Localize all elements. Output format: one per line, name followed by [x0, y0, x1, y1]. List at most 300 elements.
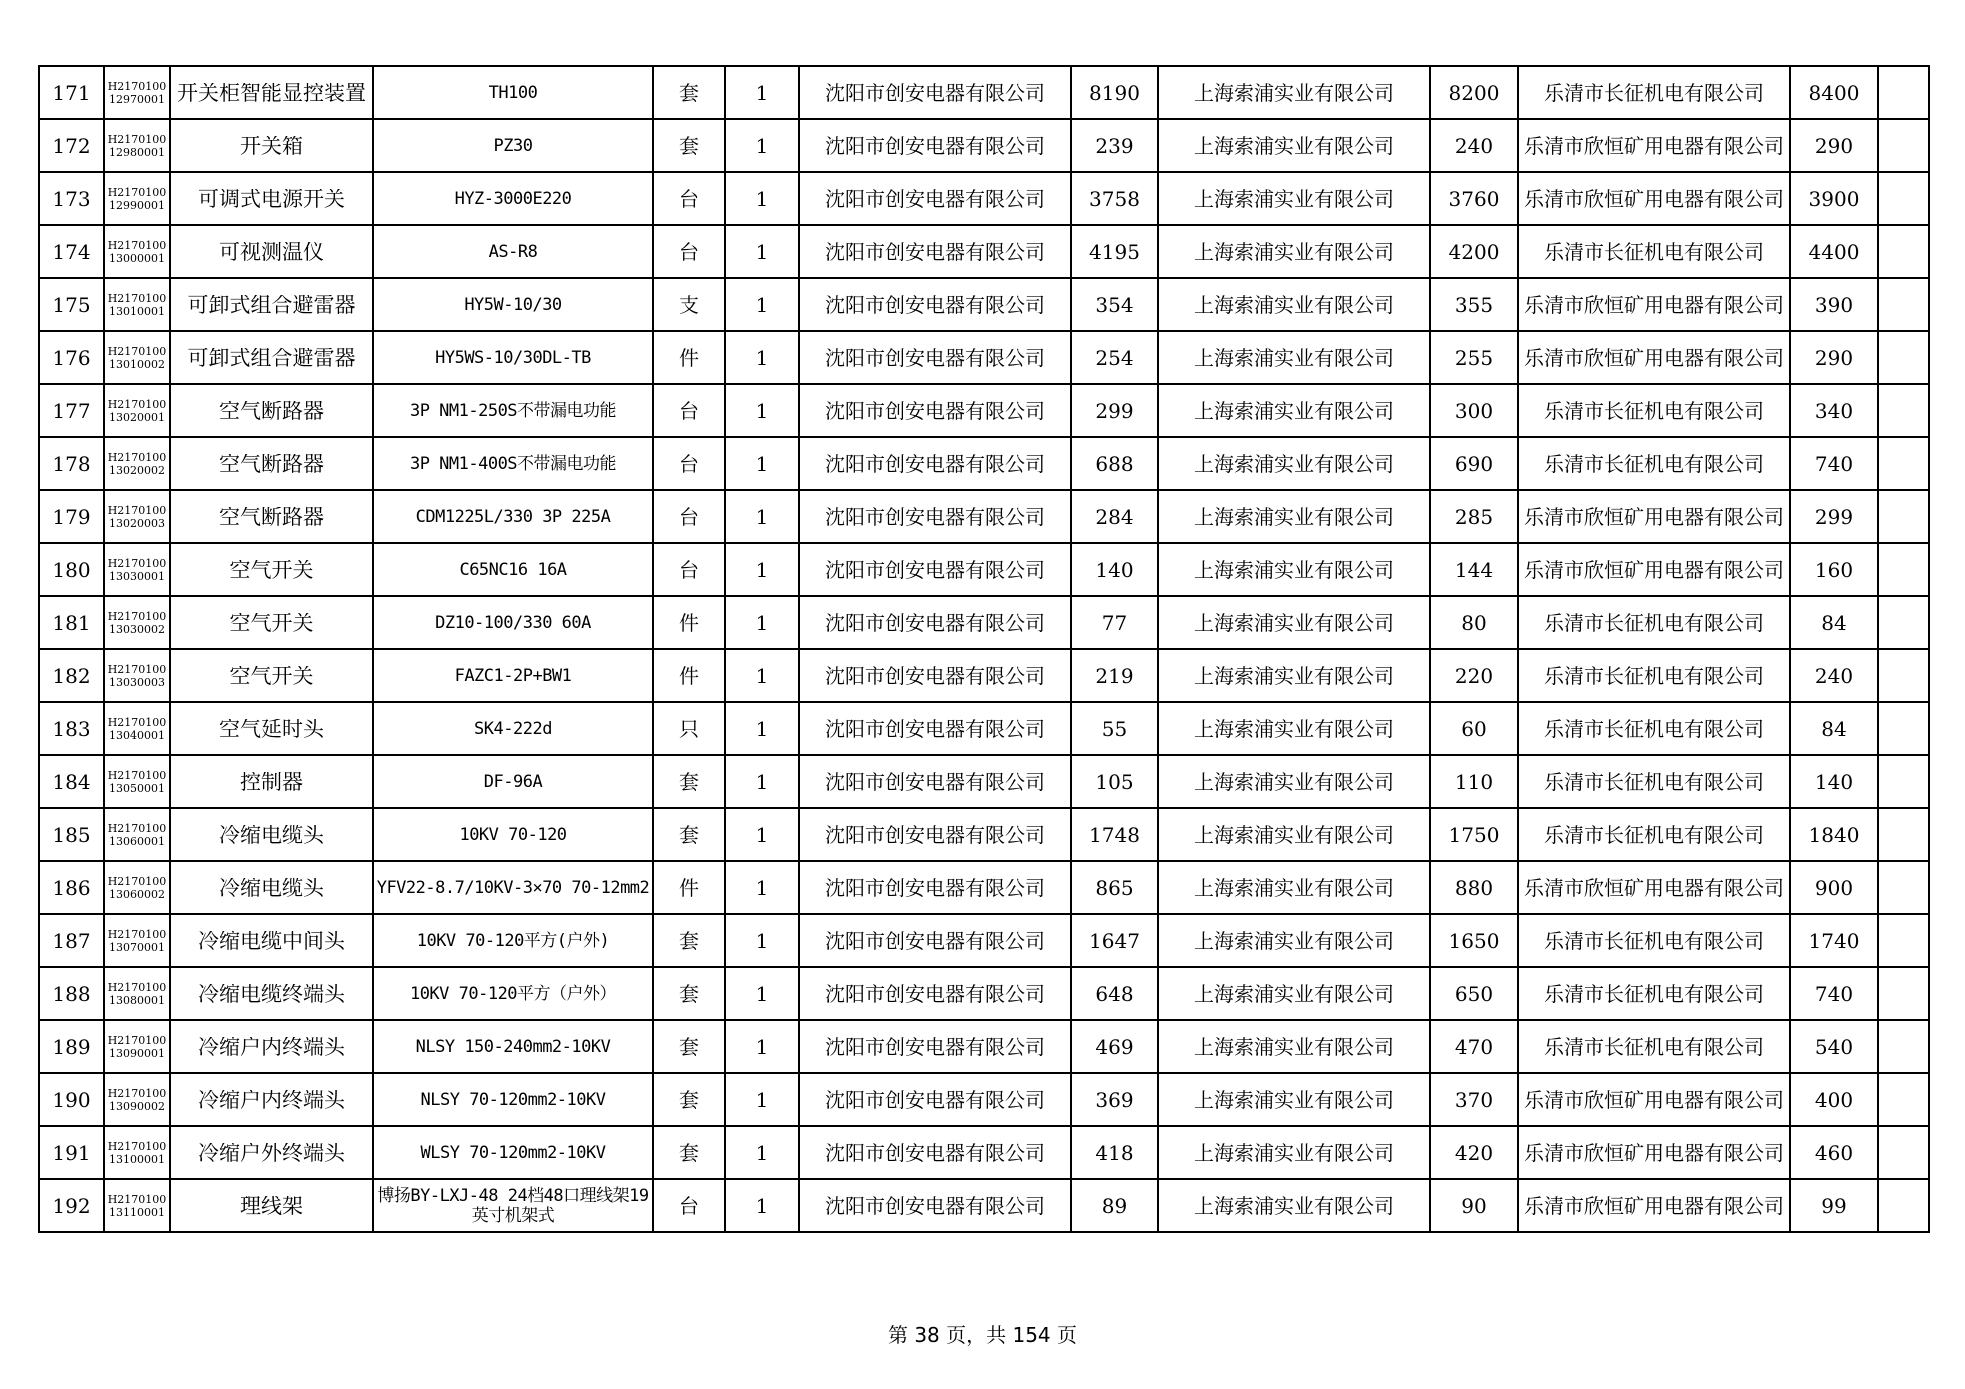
row-number: 191: [52, 1140, 91, 1165]
supplier-2: 上海索浦实业有限公司: [1194, 292, 1394, 317]
quantity: 1: [755, 557, 769, 582]
footer-suffix: 页: [1050, 1323, 1078, 1347]
row-number-cell: [39, 384, 104, 437]
quantity-cell: [725, 1179, 799, 1232]
unit-cell: [653, 967, 725, 1020]
supplier-2: 上海索浦实业有限公司: [1194, 716, 1394, 741]
item-spec-cell: [373, 861, 653, 914]
unit-cell: [653, 119, 725, 172]
supplier-2: 上海索浦实业有限公司: [1194, 610, 1394, 635]
price-2: 90: [1461, 1193, 1487, 1218]
price-3-cell: [1790, 1126, 1878, 1179]
remark-cell: [1878, 1179, 1929, 1232]
item-name-cell: [170, 331, 373, 384]
row-number-cell: [39, 1020, 104, 1073]
supplier-3: 乐清市欣恒矿用电器有限公司: [1524, 506, 1784, 527]
remark-cell: [1878, 490, 1929, 543]
unit-cell: [653, 437, 725, 490]
supplier-3: 乐清市欣恒矿用电器有限公司: [1524, 188, 1784, 209]
price-3-cell: [1790, 278, 1878, 331]
unit: 件: [679, 610, 699, 635]
supplier-2-cell: [1158, 967, 1430, 1020]
supplier-1: 沈阳市创安电器有限公司: [825, 239, 1045, 264]
footer-middle: 页，共: [939, 1323, 1013, 1347]
item-spec: WLSY 70-120mm2-10KV: [420, 1142, 606, 1163]
unit: 套: [679, 769, 699, 794]
remark-cell: [1878, 119, 1929, 172]
price-1: 89: [1101, 1193, 1128, 1218]
item-name: 可卸式组合避雷器: [187, 294, 356, 315]
unit-cell: [653, 596, 725, 649]
unit-cell: [653, 490, 725, 543]
supplier-3: 乐清市欣恒矿用电器有限公司: [1524, 1089, 1784, 1110]
unit: 台: [679, 504, 699, 529]
item-name-cell: [170, 172, 373, 225]
table-row: [39, 702, 1929, 755]
remark-cell: [1878, 384, 1929, 437]
price-1-cell: [1071, 437, 1158, 490]
material-code: H217010013040001: [107, 715, 167, 742]
supplier-2-cell: [1158, 808, 1430, 861]
supplier-3: 乐清市长征机电有限公司: [1544, 718, 1764, 739]
row-number-cell: [39, 861, 104, 914]
supplier-3-cell: [1518, 914, 1790, 967]
item-name-cell: [170, 596, 373, 649]
table-body: [39, 66, 1929, 1232]
supplier-2: 上海索浦实业有限公司: [1194, 769, 1394, 794]
supplier-3-cell: [1518, 437, 1790, 490]
supplier-1: 沈阳市创安电器有限公司: [825, 504, 1045, 529]
supplier-2-cell: [1158, 1126, 1430, 1179]
row-number: 189: [52, 1034, 91, 1059]
quantity: 1: [755, 345, 769, 370]
unit-cell: [653, 914, 725, 967]
table-row: [39, 119, 1929, 172]
price-2-cell: [1430, 808, 1518, 861]
price-2: 420: [1454, 1140, 1494, 1165]
row-number: 177: [52, 398, 91, 423]
row-number: 183: [52, 716, 91, 741]
item-spec-cell: [373, 755, 653, 808]
item-spec-cell: [373, 1179, 653, 1232]
unit-cell: [653, 543, 725, 596]
item-spec-cell: [373, 596, 653, 649]
item-name: 冷缩户内终端头: [198, 1089, 345, 1110]
row-number: 176: [52, 345, 91, 370]
material-code-cell: [104, 437, 170, 490]
material-code-cell: [104, 1020, 170, 1073]
quantity-cell: [725, 490, 799, 543]
price-3-cell: [1790, 861, 1878, 914]
row-number-cell: [39, 437, 104, 490]
item-spec-cell: [373, 1073, 653, 1126]
supplier-2-cell: [1158, 119, 1430, 172]
price-2: 650: [1454, 981, 1494, 1006]
material-code-cell: [104, 225, 170, 278]
item-name-cell: [170, 119, 373, 172]
item-spec-cell: [373, 278, 653, 331]
remark-cell: [1878, 331, 1929, 384]
unit-cell: [653, 649, 725, 702]
price-1: 1647: [1089, 928, 1140, 953]
item-spec: CDM1225L/330 3P 225A: [415, 506, 611, 527]
price-1-cell: [1071, 225, 1158, 278]
footer-prefix: 第: [887, 1323, 915, 1347]
supplier-1-cell: [799, 1020, 1071, 1073]
row-number: 174: [52, 239, 91, 264]
supplier-3-cell: [1518, 596, 1790, 649]
item-spec: SK4-222d: [474, 718, 552, 739]
price-1-cell: [1071, 172, 1158, 225]
item-spec-cell: [373, 119, 653, 172]
price-3-cell: [1790, 1073, 1878, 1126]
price-2-cell: [1430, 278, 1518, 331]
supplier-1: 沈阳市创安电器有限公司: [825, 80, 1045, 105]
supplier-2-cell: [1158, 914, 1430, 967]
row-number-cell: [39, 278, 104, 331]
supplier-1: 沈阳市创安电器有限公司: [825, 345, 1045, 370]
supplier-2: 上海索浦实业有限公司: [1194, 451, 1394, 476]
quantity-cell: [725, 967, 799, 1020]
item-spec-cell: [373, 1126, 653, 1179]
unit: 件: [679, 663, 699, 688]
item-name-cell: [170, 543, 373, 596]
item-spec: 3P NM1-400S不带漏电功能: [409, 453, 617, 474]
price-1-cell: [1071, 967, 1158, 1020]
price-1: 299: [1095, 398, 1134, 423]
table-row: [39, 967, 1929, 1020]
supplier-1: 沈阳市创安电器有限公司: [825, 822, 1045, 847]
price-1: 55: [1101, 716, 1128, 741]
price-2: 1650: [1448, 928, 1500, 953]
supplier-1: 沈阳市创安电器有限公司: [825, 451, 1045, 476]
unit: 件: [679, 345, 699, 370]
price-2: 144: [1454, 557, 1494, 582]
table-row: [39, 384, 1929, 437]
item-name-cell: [170, 1179, 373, 1232]
unit: 台: [679, 398, 699, 423]
supplier-2: 上海索浦实业有限公司: [1194, 875, 1394, 900]
remark-cell: [1878, 861, 1929, 914]
unit: 台: [679, 451, 699, 476]
supplier-1: 沈阳市创安电器有限公司: [825, 875, 1045, 900]
material-code-cell: [104, 808, 170, 861]
supplier-3-cell: [1518, 543, 1790, 596]
price-3-cell: [1790, 225, 1878, 278]
unit-cell: [653, 384, 725, 437]
supplier-3-cell: [1518, 119, 1790, 172]
supplier-2: 上海索浦实业有限公司: [1194, 398, 1394, 423]
supplier-2: 上海索浦实业有限公司: [1194, 1140, 1394, 1165]
remark-cell: [1878, 437, 1929, 490]
item-name: 开关柜智能显控装置: [177, 82, 366, 103]
price-2: 690: [1454, 451, 1494, 476]
supplier-2-cell: [1158, 384, 1430, 437]
supplier-2-cell: [1158, 66, 1430, 119]
supplier-2-cell: [1158, 1073, 1430, 1126]
price-2-cell: [1430, 702, 1518, 755]
row-number: 186: [52, 875, 91, 900]
price-2: 355: [1454, 292, 1494, 317]
unit-cell: [653, 172, 725, 225]
remark-cell: [1878, 702, 1929, 755]
price-1: 77: [1101, 610, 1128, 635]
row-number-cell: [39, 490, 104, 543]
material-code-cell: [104, 331, 170, 384]
supplier-1: 沈阳市创安电器有限公司: [825, 981, 1045, 1006]
price-3: 390: [1814, 292, 1854, 317]
unit-cell: [653, 1126, 725, 1179]
table-row: [39, 596, 1929, 649]
supplier-3: 乐清市欣恒矿用电器有限公司: [1524, 1142, 1784, 1163]
item-name-cell: [170, 755, 373, 808]
remark-cell: [1878, 755, 1929, 808]
item-name-cell: [170, 649, 373, 702]
row-number-cell: [39, 119, 104, 172]
quantity-cell: [725, 1073, 799, 1126]
quantity-cell: [725, 861, 799, 914]
price-2: 285: [1454, 504, 1494, 529]
quantity: 1: [755, 1034, 769, 1059]
supplier-1-cell: [799, 1179, 1071, 1232]
supplier-1-cell: [799, 702, 1071, 755]
supplier-3-cell: [1518, 755, 1790, 808]
supplier-2-cell: [1158, 543, 1430, 596]
material-code: H217010012980001: [107, 132, 167, 159]
price-3: 140: [1814, 769, 1854, 794]
quantity: 1: [755, 822, 769, 847]
row-number-cell: [39, 225, 104, 278]
unit-cell: [653, 1179, 725, 1232]
row-number: 171: [52, 80, 91, 105]
price-3: 740: [1814, 981, 1854, 1006]
row-number: 190: [52, 1087, 91, 1112]
price-1: 369: [1095, 1087, 1134, 1112]
price-3-cell: [1790, 331, 1878, 384]
material-code: H217010013020001: [107, 397, 167, 424]
supplier-3: 乐清市长征机电有限公司: [1544, 241, 1764, 262]
unit-cell: [653, 808, 725, 861]
price-3: 290: [1814, 345, 1854, 370]
remark-cell: [1878, 543, 1929, 596]
item-spec-cell: [373, 702, 653, 755]
price-3-cell: [1790, 490, 1878, 543]
quantity-cell: [725, 66, 799, 119]
item-spec: 3P NM1-250S不带漏电功能: [409, 400, 617, 421]
supplier-3-cell: [1518, 808, 1790, 861]
quantity-cell: [725, 1126, 799, 1179]
item-spec-cell: [373, 172, 653, 225]
supplier-2-cell: [1158, 861, 1430, 914]
price-1-cell: [1071, 331, 1158, 384]
item-spec-cell: [373, 384, 653, 437]
supplier-3-cell: [1518, 172, 1790, 225]
price-2: 880: [1454, 875, 1494, 900]
price-1: 239: [1095, 133, 1134, 158]
price-2: 370: [1454, 1087, 1494, 1112]
item-name-cell: [170, 702, 373, 755]
price-3: 1840: [1808, 822, 1860, 847]
supplier-1-cell: [799, 278, 1071, 331]
row-number: 180: [52, 557, 91, 582]
supplier-1: 沈阳市创安电器有限公司: [825, 557, 1045, 582]
price-2-cell: [1430, 596, 1518, 649]
table-row: [39, 649, 1929, 702]
supplier-1-cell: [799, 596, 1071, 649]
supplier-2: 上海索浦实业有限公司: [1194, 133, 1394, 158]
quantity: 1: [755, 716, 769, 741]
row-number: 179: [52, 504, 91, 529]
table-row: [39, 543, 1929, 596]
row-number: 172: [52, 133, 91, 158]
price-3: 240: [1814, 663, 1854, 688]
material-code: H217010013090001: [107, 1033, 167, 1060]
item-spec: 博扬BY-LXJ-48 24档48口理线架19英寸机架式: [377, 1185, 649, 1226]
item-name-cell: [170, 490, 373, 543]
item-spec-cell: [373, 331, 653, 384]
supplier-3: 乐清市长征机电有限公司: [1544, 453, 1764, 474]
material-code-cell: [104, 66, 170, 119]
quotation-table: [38, 65, 1930, 1233]
quantity: 1: [755, 186, 769, 211]
item-spec: DZ10-100/330 60A: [435, 612, 591, 633]
unit-cell: [653, 1073, 725, 1126]
quantity-cell: [725, 914, 799, 967]
supplier-3: 乐清市长征机电有限公司: [1544, 612, 1764, 633]
supplier-1-cell: [799, 808, 1071, 861]
supplier-2: 上海索浦实业有限公司: [1194, 1087, 1394, 1112]
price-1: 469: [1095, 1034, 1134, 1059]
supplier-2: 上海索浦实业有限公司: [1194, 981, 1394, 1006]
quantity-cell: [725, 702, 799, 755]
remark-cell: [1878, 172, 1929, 225]
unit: 台: [679, 557, 699, 582]
item-spec-cell: [373, 66, 653, 119]
quantity: 1: [755, 504, 769, 529]
item-name: 理线架: [240, 1195, 303, 1216]
price-2-cell: [1430, 755, 1518, 808]
price-2-cell: [1430, 437, 1518, 490]
row-number: 185: [52, 822, 91, 847]
remark-cell: [1878, 278, 1929, 331]
material-code: H217010013070001: [107, 927, 167, 954]
total-page-count: 154: [1012, 1323, 1051, 1347]
price-2-cell: [1430, 1126, 1518, 1179]
supplier-3: 乐清市长征机电有限公司: [1544, 1036, 1764, 1057]
item-spec-cell: [373, 914, 653, 967]
price-2-cell: [1430, 649, 1518, 702]
table-row: [39, 1073, 1929, 1126]
item-spec: 10KV 70-120: [459, 824, 567, 845]
unit: 套: [679, 1140, 699, 1165]
unit: 台: [679, 1193, 699, 1218]
item-spec-cell: [373, 808, 653, 861]
unit-cell: [653, 702, 725, 755]
item-name: 冷缩电缆中间头: [198, 930, 345, 951]
price-1-cell: [1071, 1179, 1158, 1232]
item-spec: HY5WS-10/30DL-TB: [435, 347, 591, 368]
price-2-cell: [1430, 384, 1518, 437]
supplier-3-cell: [1518, 278, 1790, 331]
row-number: 173: [52, 186, 91, 211]
item-name: 空气延时头: [219, 718, 324, 739]
price-1-cell: [1071, 490, 1158, 543]
supplier-2: 上海索浦实业有限公司: [1194, 663, 1394, 688]
supplier-1: 沈阳市创安电器有限公司: [825, 133, 1045, 158]
item-name: 空气开关: [229, 612, 314, 633]
price-3-cell: [1790, 649, 1878, 702]
page-footer: [0, 1319, 1965, 1348]
item-name-cell: [170, 1020, 373, 1073]
table-row: [39, 278, 1929, 331]
price-1-cell: [1071, 119, 1158, 172]
price-1: 1748: [1089, 822, 1140, 847]
row-number: 178: [52, 451, 91, 476]
price-2: 470: [1454, 1034, 1494, 1059]
table-row: [39, 490, 1929, 543]
item-name: 空气断路器: [219, 400, 324, 421]
row-number-cell: [39, 331, 104, 384]
price-3: 540: [1814, 1034, 1854, 1059]
item-spec: NLSY 70-120mm2-10KV: [420, 1089, 606, 1110]
price-1-cell: [1071, 1126, 1158, 1179]
item-name: 可调式电源开关: [198, 188, 345, 209]
supplier-1-cell: [799, 66, 1071, 119]
price-3: 340: [1814, 398, 1854, 423]
item-name: 冷缩电缆头: [219, 824, 324, 845]
supplier-3-cell: [1518, 1020, 1790, 1073]
row-number: 181: [52, 610, 91, 635]
price-3: 8400: [1808, 80, 1860, 105]
item-name-cell: [170, 437, 373, 490]
material-code-cell: [104, 914, 170, 967]
material-code: H217010013080001: [107, 980, 167, 1007]
supplier-3-cell: [1518, 1126, 1790, 1179]
quantity-cell: [725, 278, 799, 331]
item-name: 可卸式组合避雷器: [187, 347, 356, 368]
price-1: 648: [1095, 981, 1134, 1006]
supplier-1-cell: [799, 437, 1071, 490]
supplier-3: 乐清市长征机电有限公司: [1544, 771, 1764, 792]
supplier-1: 沈阳市创安电器有限公司: [825, 610, 1045, 635]
price-2: 220: [1454, 663, 1494, 688]
current-page-number: 38: [914, 1323, 940, 1347]
supplier-3: 乐清市长征机电有限公司: [1544, 930, 1764, 951]
remark-cell: [1878, 649, 1929, 702]
row-number-cell: [39, 914, 104, 967]
row-number: 192: [52, 1193, 91, 1218]
item-spec: TH100: [488, 82, 538, 103]
material-code-cell: [104, 702, 170, 755]
price-1: 254: [1095, 345, 1134, 370]
material-code: H217010013020003: [107, 503, 167, 530]
material-code-cell: [104, 649, 170, 702]
supplier-2-cell: [1158, 331, 1430, 384]
supplier-1: 沈阳市创安电器有限公司: [825, 928, 1045, 953]
price-1: 105: [1095, 769, 1134, 794]
supplier-2: 上海索浦实业有限公司: [1194, 186, 1394, 211]
quantity-cell: [725, 331, 799, 384]
item-name: 冷缩户内终端头: [198, 1036, 345, 1057]
price-2: 1750: [1448, 822, 1500, 847]
item-spec-cell: [373, 490, 653, 543]
supplier-3-cell: [1518, 1179, 1790, 1232]
row-number-cell: [39, 596, 104, 649]
price-3: 84: [1821, 716, 1847, 741]
price-1-cell: [1071, 649, 1158, 702]
supplier-1: 沈阳市创安电器有限公司: [825, 663, 1045, 688]
supplier-1-cell: [799, 490, 1071, 543]
